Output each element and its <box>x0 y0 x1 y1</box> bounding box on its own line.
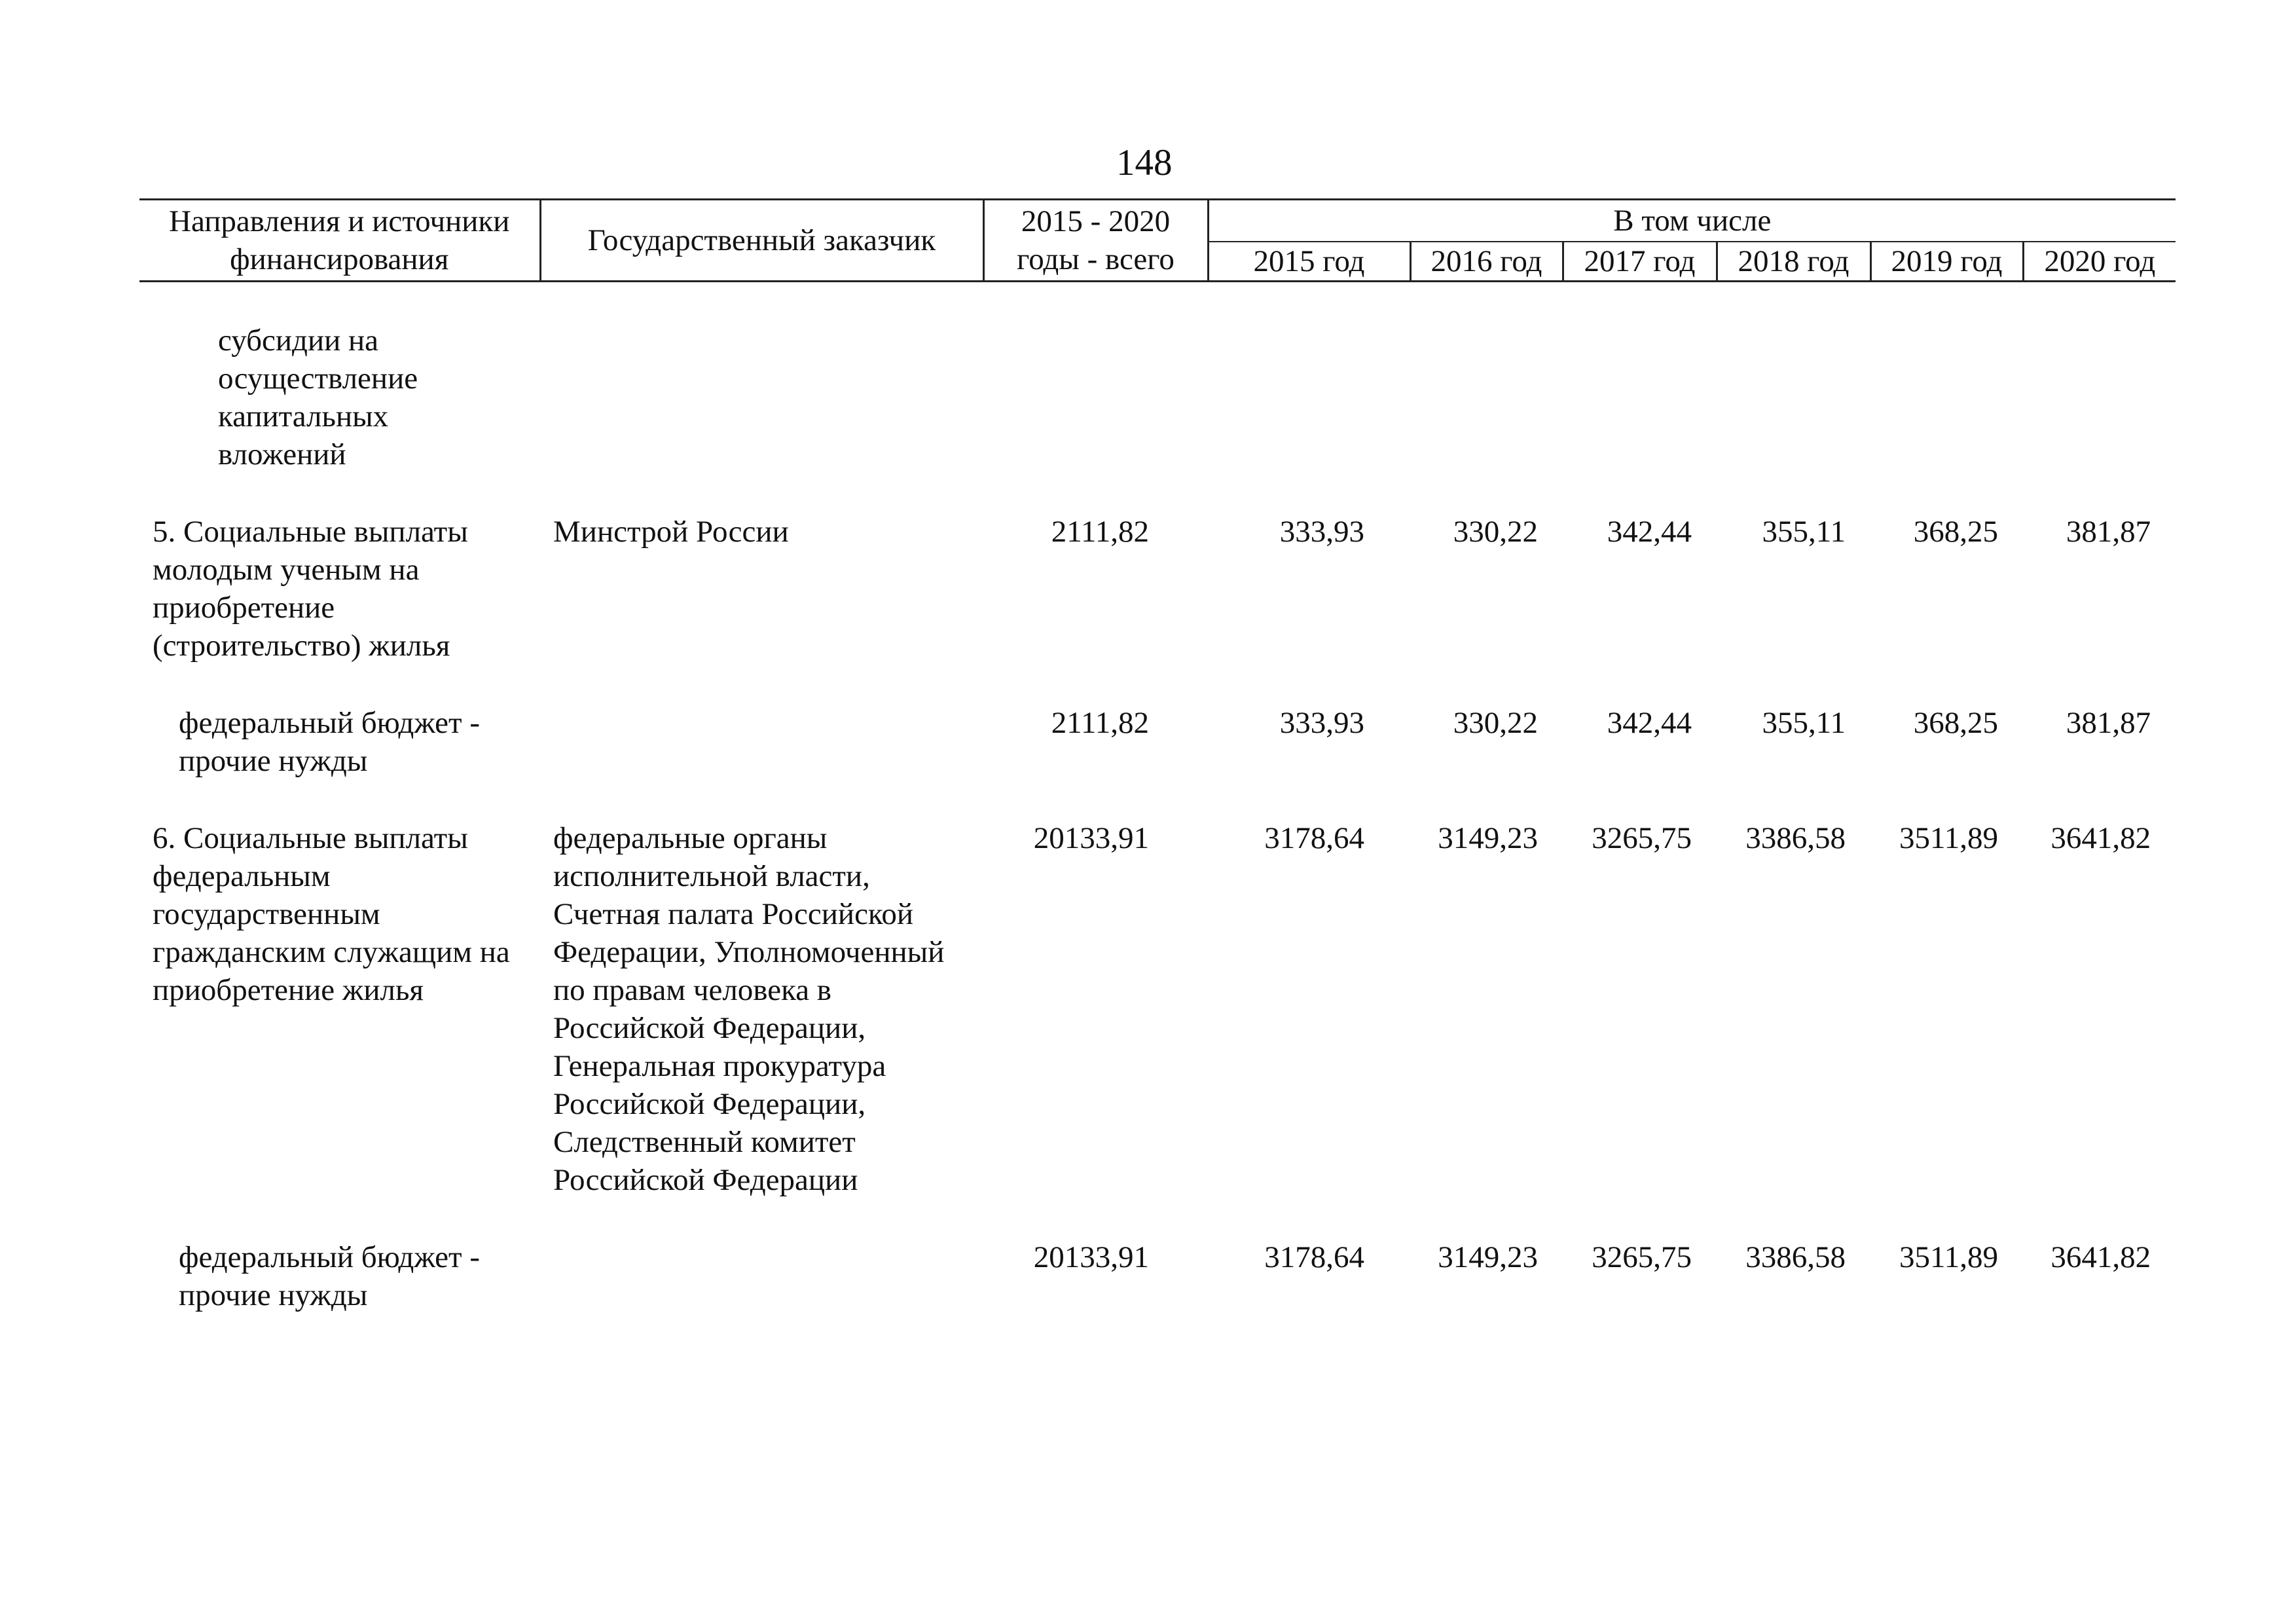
cell-2016: 3149,23 <box>1438 1240 1538 1274</box>
header-including: В том числе <box>1208 200 2176 242</box>
cell-2017: 342,44 <box>1607 706 1692 740</box>
cell-2020: 3641,82 <box>2050 821 2151 855</box>
cell-2020: 381,87 <box>2066 706 2151 740</box>
spacer <box>139 780 2176 819</box>
header-directions: Направления и источники финансирования <box>139 200 540 282</box>
cell-2016 <box>1410 322 1563 473</box>
cell-2016: 3149,23 <box>1438 821 1538 855</box>
cell-total: 20133,91 <box>1033 821 1149 855</box>
cell-2015 <box>1208 322 1410 473</box>
header-year-2017: 2017 год <box>1563 242 1717 282</box>
header-year-2019: 2019 год <box>1870 242 2023 282</box>
financing-table-container <box>139 198 2176 1314</box>
cell-total: 2111,82 <box>1051 515 1149 549</box>
cell-2020: 3641,82 <box>2050 1240 2151 1274</box>
cell-2018: 3386,58 <box>1745 821 1846 855</box>
cell-customer: Минстрой России <box>553 515 789 549</box>
cell-2018: 355,11 <box>1762 515 1846 549</box>
header-year-2015: 2015 год <box>1208 242 1410 282</box>
header-year-2016: 2016 год <box>1410 242 1563 282</box>
page-number: 148 <box>1116 142 1173 183</box>
table-row <box>139 513 2176 665</box>
cell-direction: 5. Социальные выплаты молодым ученым на приобретение (строительство) жилья <box>153 515 468 663</box>
cell-2015: 3178,64 <box>1264 821 1364 855</box>
spacer <box>139 473 2176 513</box>
cell-2017: 342,44 <box>1607 515 1692 549</box>
cell-2018: 355,11 <box>1762 706 1846 740</box>
cell-2019: 3511,89 <box>1899 1240 1998 1274</box>
spacer <box>139 665 2176 704</box>
spacer <box>139 1199 2176 1238</box>
cell-2020 <box>2023 322 2176 473</box>
table-row <box>139 1238 2176 1314</box>
cell-2019: 368,25 <box>1913 515 1998 549</box>
cell-direction: 6. Социальные выплаты федеральным государственным гражданским служащим на приобретение жилья <box>153 821 510 1007</box>
cell-customer <box>540 322 983 473</box>
financing-table <box>139 198 2176 1314</box>
table-row <box>139 704 2176 780</box>
header-customer: Государственный заказчик <box>540 200 983 282</box>
cell-total <box>983 322 1208 473</box>
cell-direction: федеральный бюджет - прочие нужды <box>179 1240 480 1312</box>
cell-2017: 3265,75 <box>1592 1240 1692 1274</box>
cell-total: 20133,91 <box>1033 1240 1149 1274</box>
cell-direction: федеральный бюджет - прочие нужды <box>179 706 480 778</box>
cell-2017: 3265,75 <box>1592 821 1692 855</box>
header-year-2020: 2020 год <box>2023 242 2176 282</box>
cell-2016: 330,22 <box>1453 515 1538 549</box>
cell-2016: 330,22 <box>1453 706 1538 740</box>
cell-direction: субсидии на осуществление капитальных вложений <box>218 323 418 471</box>
header-year-2018: 2018 год <box>1717 242 1870 282</box>
cell-2019: 3511,89 <box>1899 821 1998 855</box>
cell-customer: федеральные органы исполнительной власти, Счетная палата Российской Федерации, Уполномоченный по правам человека в Российской Федерации, Генеральная прокуратура Российской Федерации, Следственный комитет Российской Федерации <box>553 821 945 1197</box>
cell-customer <box>540 704 983 780</box>
table-row <box>139 322 2176 473</box>
cell-customer <box>540 1238 983 1314</box>
cell-2020: 381,87 <box>2066 515 2151 549</box>
cell-2018 <box>1717 322 1870 473</box>
header-total: 2015 - 2020 годы - всего <box>983 200 1208 282</box>
cell-2019 <box>1870 322 2023 473</box>
table-row <box>139 819 2176 1199</box>
cell-2015: 3178,64 <box>1264 1240 1364 1274</box>
cell-2017 <box>1563 322 1717 473</box>
cell-2018: 3386,58 <box>1745 1240 1846 1274</box>
cell-2015: 333,93 <box>1279 706 1364 740</box>
cell-total: 2111,82 <box>1051 706 1149 740</box>
cell-2019: 368,25 <box>1913 706 1998 740</box>
cell-2015: 333,93 <box>1279 515 1364 549</box>
spacer <box>139 282 2176 322</box>
